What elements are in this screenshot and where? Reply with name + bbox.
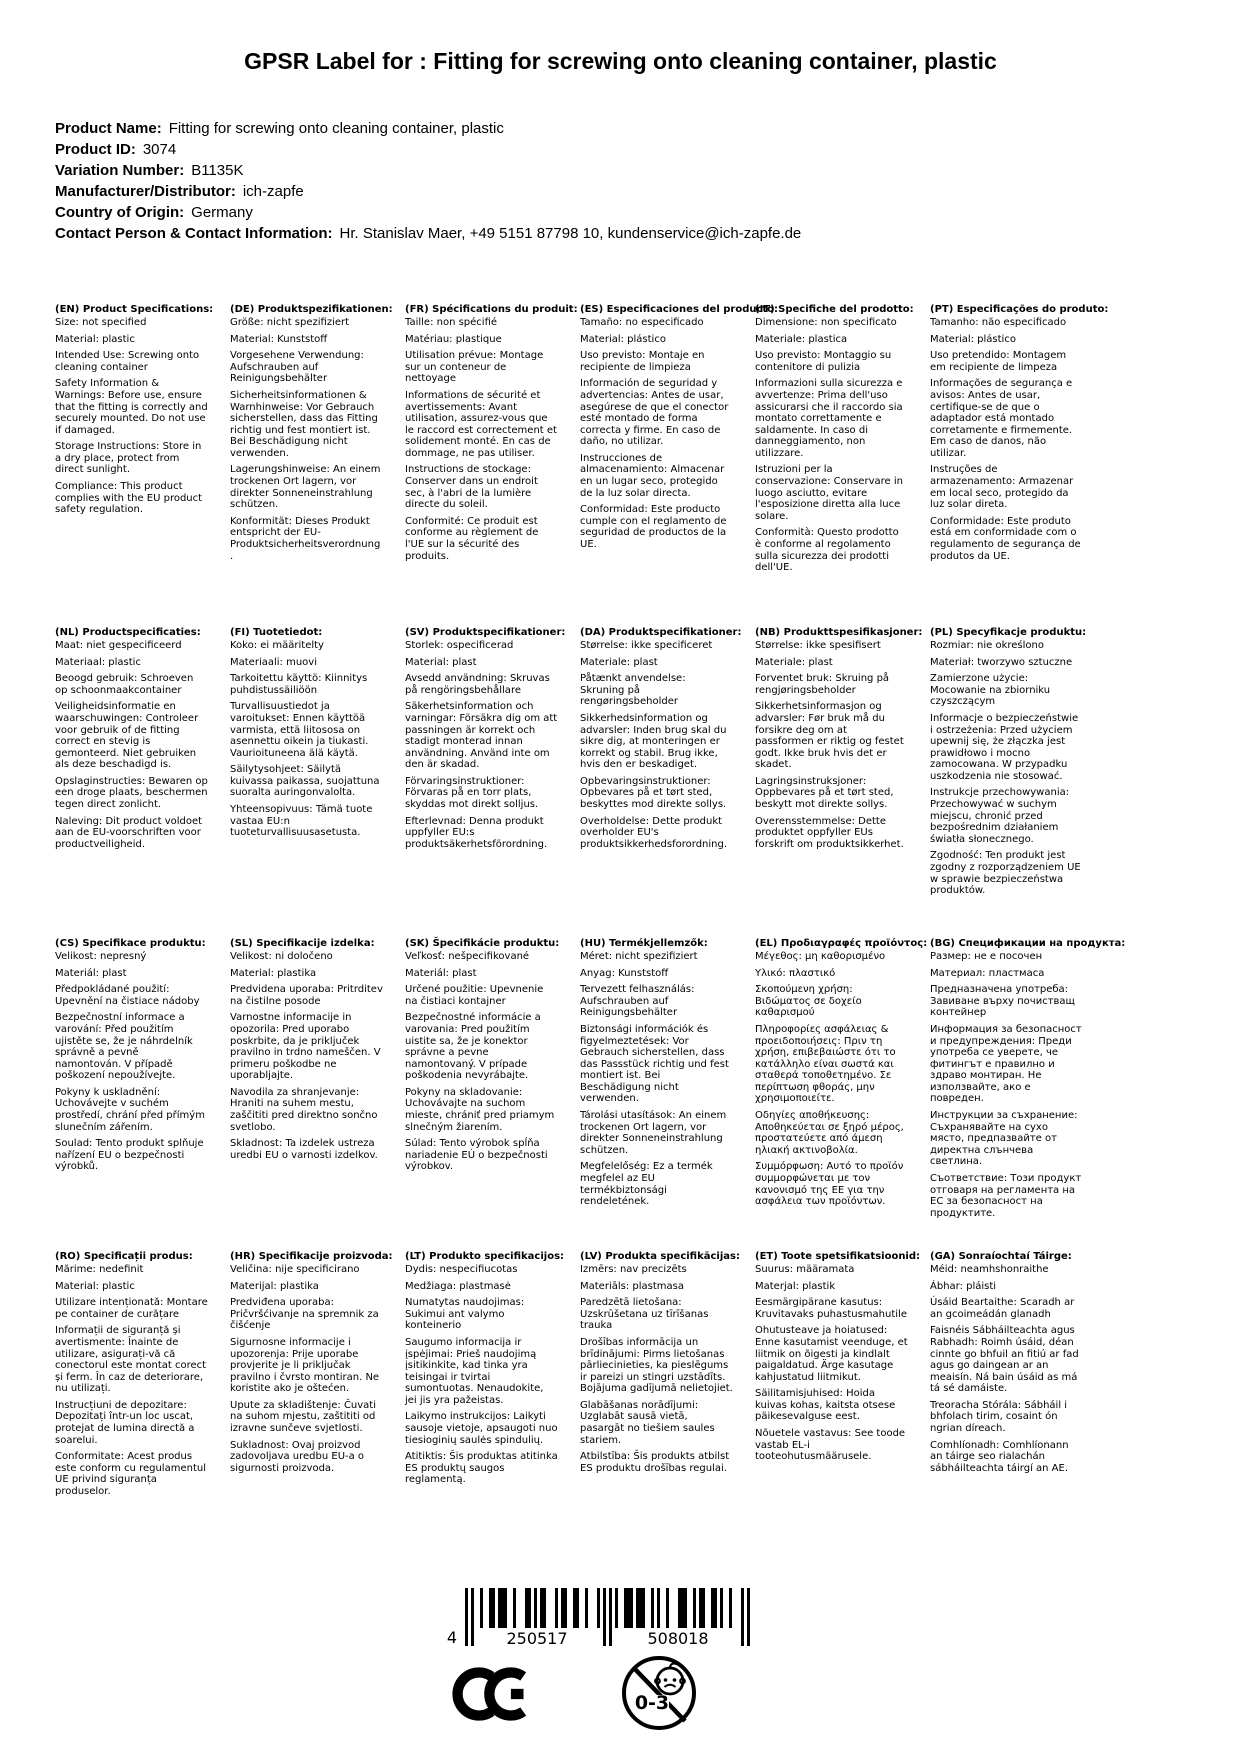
spec-item: Atitiktis: Šis produktas atitinka ES produktų saugos reglamentą. — [405, 1451, 558, 1486]
spec-item: Инструкции за съхранение: Съхранявайте на сухо място, предпазвайте от директна слънчева светлина. — [930, 1110, 1078, 1168]
spec-item: Materjal: plastik — [755, 1280, 836, 1292]
spec-item: Materijal: plastika — [230, 1280, 319, 1292]
spec-item: Storage Instructions: Store in a dry place, protect from direct sunlight. — [55, 441, 202, 476]
spec-block-sl — [230, 938, 383, 1251]
spec-item: Conformité: Ce produit est conforme au règlement de l'UE sur la sécurité des produits. — [405, 515, 539, 562]
barcode-bar — [480, 1588, 483, 1628]
spec-item: Conformità: Questo prodotto è conforme al regolamento sulla sicurezza dei prodotti dell'UE. — [755, 527, 899, 574]
barcode-bar — [609, 1588, 612, 1646]
spec-item: Saugumo informacija ir įspėjimai: Prieš naudojimą įsitikinkite, kad tinka yra teisingai ir tvirtai sumontuotas. Nenaudokite, jei jis yra pažeistas. — [405, 1336, 544, 1406]
spec-item: Faisnéis Sábháilteachta agus Rabhadh: Roimh úsáid, déan cinnte go bhfuil an fitiú ar fad agus go daingean ar an meaisín. Ná bain úsáid as má tá sé damáiste. — [930, 1325, 1079, 1395]
barcode-bar — [693, 1588, 696, 1628]
spec-item: Lagerungshinweise: An einem trockenen Ort lagern, vor direkter Sonneneinstrahlung schützen. — [230, 464, 381, 511]
spec-item: Materiál: plast — [55, 967, 127, 979]
barcode-bar — [699, 1588, 705, 1628]
spec-item: Avsedd användning: Skruvas på rengöringsbehållare — [405, 673, 550, 696]
spec-item: Informações de segurança e avisos: Antes de usar, certifique-se de que o adaptador está montado corretamente e firmemente. Em caso de danos, não utilizar. — [930, 378, 1073, 459]
spec-item: Συμμόρφωση: Αυτό το προϊόν συμμορφώνεται με τον κανονισμό της ΕΕ για την ασφάλεια των προϊόντων. — [755, 1161, 904, 1208]
spec-item: Uso pretendido: Montagem em recipiente de limpeza — [930, 350, 1067, 373]
spec-item: Paredzētā lietošana: Uzskrūšetana uz tīrīšanas trauka — [580, 1297, 709, 1332]
spec-item: Izmērs: nav precizēts — [580, 1263, 687, 1275]
spec-item: Conformidade: Este produto está em conformidade com o regulamento de segurança de produtos da UE. — [930, 515, 1081, 562]
spec-block-da — [580, 627, 742, 938]
ean13-barcode — [446, 1588, 750, 1650]
product-info-value: 3074 — [142, 141, 177, 159]
spec-item: Materiāls: plastmasa — [580, 1280, 684, 1292]
spec-item: Opslaginstructies: Bewaren op een droge plaats, beschermen tegen direct zonlicht. — [55, 775, 208, 811]
spec-heading: (CS) Specifikace produktu: — [55, 938, 206, 950]
spec-heading: (ET) Toote spetsifikatsioonid: — [755, 1251, 921, 1263]
spec-item: Treoracha Stórála: Sábháil i bhfolach tirim, cosaint ón ngrian díreach. — [930, 1399, 1068, 1435]
product-info — [55, 118, 1241, 244]
spec-item: Tamanho: não especificado — [930, 316, 1067, 328]
spec-item: Overholdelse: Dette produkt overholder EU's produktsikkerhedsforordning. — [580, 815, 728, 850]
barcode-bar — [465, 1588, 468, 1646]
spec-item: Laikymo instrukcijos: Laikyti sausoje vietoje, apsaugoti nuo tiesioginių saulės spindulių. — [405, 1411, 558, 1446]
spec-item: Glabāšanas norādījumi: Uzglabāt sausā vietā, pasargāt no tiešiem saules stariem. — [580, 1399, 715, 1446]
spec-block-pt — [930, 304, 1109, 627]
spec-item: Súlad: Tento výrobok spĺňa nariadenie EÚ o bezpečnosti výrobkov. — [405, 1138, 548, 1173]
spec-item: Información de seguridad y advertencias: Antes de usar, asegúrese de que el conector esté montado de forma correcta y firme. En caso de daño, no utilizar. — [580, 378, 729, 448]
barcode-bar — [741, 1588, 744, 1646]
product-info-value: Fitting for screwing onto cleaning container, plastic — [168, 120, 504, 138]
spec-heading: (BG) Спецификации на продукта: — [930, 938, 1126, 950]
spec-item: Predvidena uporaba: Pritrditev na čistilne posode — [230, 984, 383, 1007]
age-warning-label: 0-3 — [634, 1692, 670, 1714]
spec-item: Σκοπούμενη χρήση: Βιδώματος σε δοχείο καθαρισμού — [755, 984, 862, 1019]
spec-item: Forventet bruk: Skruing på rengjøringsbeholder — [755, 673, 890, 696]
spec-heading: (EN) Product Specifications: — [55, 304, 214, 316]
spec-item: Material: plástico — [930, 333, 1016, 345]
product-info-value: ich-zapfe — [242, 183, 304, 201]
product-info-line — [55, 139, 1241, 160]
spec-heading: (LV) Produkta specifikācijas: — [580, 1251, 740, 1263]
spec-block-nb — [755, 627, 923, 938]
spec-item: Veiligheidsinformatie en waarschuwingen: Controleer voor gebruik of de fitting correct en stevig is gemonteerd. Niet gebruiken als deze beschadigd is. — [55, 701, 199, 771]
spec-item: Sukladnost: Ovaj proizvod zadovoljava uredbu EU-a o sigurnosti proizvoda. — [230, 1439, 365, 1474]
spec-item: Istruzioni per la conservazione: Conservare in luogo asciutto, evitare l'esposizione diretta alla luce solare. — [755, 464, 903, 522]
spec-item: Úsáid Beartaithe: Scaradh ar an gcoimeádán glanadh — [930, 1297, 1075, 1320]
barcode-bar — [585, 1588, 588, 1628]
spec-block-en — [55, 304, 214, 627]
spec-heading: (DE) Produktspezifikationen: — [230, 304, 393, 316]
spec-heading: (EL) Προδιαγραφές προϊόντος: — [755, 938, 928, 950]
spec-item: Compliance: This product complies with the EU product safety regulation. — [55, 481, 203, 516]
spec-item: Material: plastic — [55, 333, 135, 345]
spec-item: Conformidad: Este producto cumple con el reglamento de seguridad de productos de la UE. — [580, 504, 727, 551]
spec-item: Yhteensopivuus: Tämä tuote vastaa EU:n tuoteturvallisuusasetusta. — [230, 804, 373, 839]
spec-item: Pokyny na skladovanie: Uchovávajte na suchom mieste, chrániť pred priamym slnečným žiarením. — [405, 1086, 555, 1133]
spec-item: Sikkerhetsinformasjon og advarsler: Før bruk må du forsikre deg om at passformen er riktig og festet godt. Ikke bruk hvis det er skadet. — [755, 701, 904, 771]
spec-heading: (ES) Especificaciones del producto: — [580, 304, 779, 316]
spec-item: Μέγεθος: μη καθορισμένο — [755, 950, 886, 962]
spec-item: Nõuetele vastavus: See toode vastab EL-i tooteohutusmäärusele. — [755, 1428, 906, 1463]
spec-item: Größe: nicht spezifiziert — [230, 316, 350, 328]
spec-item: Matériau: plastique — [405, 333, 502, 345]
spec-heading: (FR) Spécifications du produit: — [405, 304, 578, 316]
spec-block-cs — [55, 938, 208, 1251]
spec-item: Bezpečnostní informace a varování: Před použitím ujistěte se, že je náhrdelník správně a pevně namontován. V případě poškození nepoužívejte. — [55, 1012, 193, 1082]
spec-item: Naleving: Dit product voldoet aan de EU-voorschriften voor productveiligheid. — [55, 815, 203, 850]
spec-item: Utilisation prévue: Montage sur un conteneur de nettoyage — [405, 350, 544, 385]
spec-block-ro — [55, 1251, 208, 1498]
spec-block-nl — [55, 627, 208, 938]
product-info-label: Product ID: — [55, 141, 136, 159]
spec-block-bg — [930, 938, 1126, 1251]
spec-item: Materiał: tworzywo sztuczne — [930, 656, 1073, 668]
spec-item: Οδηγίες αποθήκευσης: Αποθηκεύεται σε ξηρό μέρος, προστατεύετε από άμεση ηλιακή ακτινοβολία. — [755, 1110, 904, 1156]
spec-heading: (SV) Produktspecifikationer: — [405, 627, 566, 639]
spec-item: Utilizare intenționată: Montare pe container de curățare — [55, 1297, 208, 1320]
spec-item: Instruções de armazenamento: Armazenar em local seco, protegido da luz solar direta. — [930, 464, 1074, 511]
spec-item: Dydis: nespecifiucotas — [405, 1263, 518, 1275]
spec-item: Veličina: nije specificirano — [230, 1263, 360, 1275]
spec-item: Koko: ei määritelty — [230, 639, 324, 651]
spec-item: Méret: nicht spezifiziert — [580, 950, 698, 962]
spec-item: Comhlíonadh: Comhlíonann an táirge seo rialachán sábháilteachta táirgí an AE. — [930, 1439, 1069, 1474]
product-info-label: Country of Origin: — [55, 204, 185, 222]
spec-heading: (FI) Tuotetiedot: — [230, 627, 323, 639]
spec-item: Megfelelőség: Ez a termék megfelel az EU termékbiztonsági rendeletének. — [580, 1161, 713, 1208]
spec-item: Predviđena uporaba: Pričvršćivanje na spremnik za čišćenje — [230, 1297, 379, 1332]
spec-item: Bezpečnostné informácie a varovania: Pred použitím uistite sa, že je konektor správne a pevne namontovaný. V prípade poškodenia nevyrábajte. — [405, 1012, 541, 1082]
barcode-bar — [624, 1588, 633, 1628]
product-info-line — [55, 202, 1241, 223]
spec-item: Navodila za shranjevanje: Hraniti na suhem mestu, zaščititi pred direktno sončno svetlobo. — [230, 1086, 378, 1133]
spec-item: Efterlevnad: Denna produkt uppfyller EU:s produktsäkerhetsförordning. — [405, 815, 548, 850]
barcode-bar — [657, 1588, 660, 1628]
spec-item: Materiale: plast — [755, 656, 833, 668]
spec-item: Eesmärgipärane kasutus: Kruvitavaks puhastusmahutile — [755, 1297, 907, 1320]
spec-item: Förvaringsinstruktioner: Förvaras på en torr plats, skyddas mot direkt solljus. — [405, 775, 539, 811]
barcode-digits-right: 508018 — [647, 1629, 709, 1648]
spec-block-lt — [405, 1251, 565, 1486]
barcode-bar — [498, 1588, 507, 1628]
spec-item: Storlek: ospecificerad — [405, 639, 514, 651]
spec-block-et — [755, 1251, 921, 1481]
barcode-bar — [534, 1588, 537, 1628]
spec-heading: (SL) Specifikacije izdelka: — [230, 938, 375, 950]
spec-item: Säkerhetsinformation och varningar: Försäkra dig om att passningen är korrekt och stadigt monterad innan användning. Använd inte om den är skadad. — [405, 701, 558, 771]
spec-heading: (PL) Specyfikacje produktu: — [930, 627, 1087, 639]
spec-item: Upute za skladištenje: Čuvati na suhom mjestu, zaštititi od izravne sunčeve svjetlosti. — [230, 1399, 377, 1435]
spec-item: Πληροφορίες ασφάλειας & προειδοποιήσεις: Πριν τη χρήση, επιβεβαιώστε ότι το κατάλληλο είναι σωστά και σταθερά τοποθετημένο. Σε περίπτωση φθοράς, μην χρησιμοποιείτε. — [755, 1023, 896, 1105]
barcode-bar — [540, 1588, 546, 1628]
spec-item: Konformität: Dieses Produkt entspricht der EU-Produktsicherheitsverordnung. — [230, 515, 381, 562]
spec-item: Skladnost: Ta izdelek ustreza uredbi EU o varnosti izdelkov. — [230, 1138, 378, 1161]
barcode-bar — [666, 1588, 669, 1628]
spec-item: Materiaali: muovi — [230, 656, 317, 668]
barcode-bar — [513, 1588, 516, 1628]
spec-item: Tamaño: no especificado — [580, 316, 704, 328]
spec-item: Material: plastic — [55, 1280, 135, 1292]
language-specs-grid — [55, 304, 1241, 1498]
spec-item: Materiál: plast — [405, 967, 477, 979]
spec-block-pl — [930, 627, 1087, 938]
spec-item: Tarkoitettu käyttö: Kiinnitys puhdistussäiliöön — [230, 673, 368, 696]
barcode-bar — [525, 1588, 531, 1628]
spec-block-lv — [580, 1251, 740, 1481]
spec-item: Veľkosť: nešpecifikované — [405, 950, 530, 962]
spec-item: Overensstemmelse: Dette produktet oppfyller EUs forskrift om produktsikkerhet. — [755, 815, 904, 850]
spec-item: Pokyny k uskladnění: Uchovávejte v suchém prostředí, chrání před přímým slunečním zářením. — [55, 1086, 205, 1133]
spec-item: Určené použitie: Upevnenie na čistiaci kontajner — [405, 984, 544, 1007]
spec-item: Sikkerhedsinformation og advarsler: Inden brug skal du sikre dig, at monteringen er korrekt og stabil. Brug ikke, hvis den er beskadiget. — [580, 712, 727, 771]
spec-item: Информация за безопасност и предупреждения: Преди употреба се уверете, че фитингът е правилно и здраво монтиран. Не използвайте, ако е повреден. — [930, 1023, 1082, 1105]
spec-item: Предназначена употреба: Завиване върху почистващ контейнер — [930, 984, 1075, 1019]
spec-item: Tárolási utasítások: An einem trockenen Ort lagern, vor direkter Sonneneinstrahlung schützen. — [580, 1110, 727, 1156]
spec-item: Suurus: määramata — [755, 1263, 855, 1275]
spec-item: Turvallisuustiedot ja varoitukset: Ennen käyttöä varmista, että liitososa on asennettu oikein ja tiukasti. Vaurioituneena älä käytä. — [230, 701, 369, 759]
spec-item: Материал: пластмаса — [930, 967, 1045, 979]
spec-item: Uso previsto: Montaggio su contenitore di pulizia — [755, 350, 892, 373]
product-info-label: Contact Person & Contact Information: — [55, 225, 333, 243]
spec-item: Zgodność: Ten produkt jest zgodny z rozporządzeniem UE w sprawie bezpieczeństwa produktów. — [930, 850, 1081, 897]
spec-item: Säilytysohjeet: Säilytä kuivassa paikassa, suojattuna suoralta auringonvalolta. — [230, 764, 380, 799]
spec-item: Medžiaga: plastmasė — [405, 1280, 511, 1292]
product-info-value: Germany — [191, 204, 253, 222]
barcode-digit-first: 4 — [446, 1628, 457, 1647]
spec-block-ga — [930, 1251, 1083, 1481]
spec-heading: (RO) Specificații produs: — [55, 1251, 193, 1263]
spec-item: Съответствие: Този продукт отговаря на регламента на ЕС за безопасност на продуктите. — [930, 1173, 1082, 1219]
spec-item: Størrelse: ikke specificeret — [580, 639, 713, 651]
spec-item: Méid: neamhshonraithe — [930, 1263, 1049, 1275]
spec-heading: (GA) Sonraíochtaí Táirge: — [930, 1251, 1072, 1263]
spec-item: Instrucciones de almacenamiento: Almacenar en un lugar seco, protegido de la luz solar directa. — [580, 452, 725, 499]
spec-item: Velikost: ni določeno — [230, 950, 333, 962]
spec-item: Předpokládané použití: Upevnění na čistiace nádoby — [55, 984, 200, 1007]
spec-item: Material: plástico — [580, 333, 666, 345]
spec-item: Conformitate: Acest produs este conform cu regulamentul UE privind siguranța produselor. — [55, 1451, 206, 1498]
spec-item: Drošības informācija un brīdinājumi: Pirms lietošanas pārliecinieties, ka pieslēgums ir pareizi un stingri uzstādīts. Bojājuma gadījumā nelietojiet. — [580, 1336, 733, 1395]
spec-item: Påtænkt anvendelse: Skruning på rengøringsbeholder — [580, 673, 686, 708]
spec-item: Zamierzone użycie: Mocowanie na zbiorniku czyszczącym — [930, 673, 1051, 708]
barcode-bar — [555, 1588, 558, 1628]
spec-item: Velikost: nepresný — [55, 950, 147, 962]
barcode-bar — [561, 1588, 567, 1628]
spec-item: Lagringsinstruksjoner: Oppbevares på et tørt sted, beskytt mot direkte sollys. — [755, 775, 894, 811]
spec-item: Tervezett felhasználás: Aufschrauben auf Reinigungsbehälter — [580, 984, 695, 1019]
product-info-line — [55, 118, 1241, 139]
product-info-value: B1135K — [191, 162, 244, 180]
spec-item: Safety Information & Warnings: Before use, ensure that the fitting is correctly and securely mounted. Do not use if damaged. — [55, 378, 208, 436]
spec-item: Uso previsto: Montaje en recipiente de limpieza — [580, 350, 705, 373]
spec-block-de — [230, 304, 393, 627]
product-info-label: Product Name: — [55, 120, 162, 138]
spec-item: Størrelse: ikke spesifisert — [755, 639, 881, 651]
barcode-bar — [747, 1588, 750, 1646]
barcode-bar — [651, 1588, 654, 1628]
spec-item: Υλικό: πλαστικό — [755, 967, 836, 979]
barcode-bar — [711, 1588, 717, 1628]
spec-item: Ohutusteave ja hoiatused: Enne kasutamist veenduge, et liitmik on õigesti ja kindlalt paigaldatud. Ärge kasutage kahjustatud liitmikut. — [755, 1325, 908, 1383]
spec-item: Informacje o bezpieczeństwie i ostrzeżenia: Przed użyciem upewnij się, że złączka jest prawidłowo i mocno zamocowana. W przypadku uszkodzenia nie stosować. — [930, 712, 1079, 782]
spec-item: Instrucțiuni de depozitare: Depozitați într-un loc uscat, protejat de lumina directă a soarelui. — [55, 1399, 195, 1446]
spec-item: Informazioni sulla sicurezza e avvertenze: Prima dell'uso assicurarsi che il raccordo sia montato correttamente e saldamente. In caso di danneggiamento, non utilizzare. — [755, 378, 903, 459]
barcode-bar — [615, 1588, 618, 1628]
barcode-bar — [573, 1588, 579, 1628]
product-info-label: Variation Number: — [55, 162, 185, 180]
spec-item: Informații de siguranță și avertismente: Înainte de utilizare, asigurați-vă că conectorul este montat corect și ferm. În caz de deteriorare, nu utilizați. — [55, 1325, 207, 1395]
spec-item: Vorgesehene Verwendung: Aufschrauben auf Reinigungsbehälter — [230, 350, 364, 385]
product-info-line — [55, 223, 1241, 244]
spec-item: Materiaal: plastic — [55, 656, 141, 668]
spec-item: Dimensione: non specificato — [755, 316, 897, 328]
product-info-label: Manufacturer/Distributor: — [55, 183, 236, 201]
spec-item: Instructions de stockage: Conserver dans un endroit sec, à l'abri de la lumière directe du soleil. — [405, 464, 538, 511]
product-info-line — [55, 181, 1241, 202]
spec-heading: (DA) Produktspecifikationer: — [580, 627, 742, 639]
spec-block-sk — [405, 938, 558, 1251]
spec-item: Taille: non spécifié — [405, 316, 498, 328]
spec-item: Material: plastika — [230, 967, 317, 979]
barcode-digits-left: 250517 — [506, 1629, 568, 1648]
spec-heading: (IT) Specifiche del prodotto: — [755, 304, 914, 316]
spec-heading: (LT) Produkto specifikacijos: — [405, 1251, 565, 1263]
spec-item: Размер: не е посочен — [930, 950, 1043, 962]
ce-mark-icon — [452, 1663, 538, 1729]
barcode-bar — [729, 1588, 732, 1628]
spec-item: Säilitamisjuhised: Hoida kuivas kohas, kaitsta otsese päikesevalguse eest. — [755, 1388, 896, 1423]
spec-item: Biztonsági információk és figyelmeztetések: Vor Gebrauch sicherstellen, dass das Passstück richtig und fest montiert ist. Bei Beschädigung nicht verwenden. — [580, 1023, 729, 1105]
spec-block-hu — [580, 938, 733, 1251]
spec-item: Materiale: plast — [580, 656, 658, 668]
spec-item: Intended Use: Screwing onto cleaning container — [55, 350, 200, 373]
spec-heading: (NL) Productspecificaties: — [55, 627, 201, 639]
spec-heading: (HU) Termékjellemzők: — [580, 938, 708, 950]
barcode-bar — [636, 1588, 645, 1628]
spec-block-fi — [230, 627, 383, 938]
barcode-bar — [597, 1588, 600, 1628]
spec-heading: (SK) Špecifikácie produktu: — [405, 938, 560, 950]
barcode-bar — [603, 1588, 606, 1646]
spec-item: Numatytas naudojimas: Sukimui ant valymo konteinerio — [405, 1297, 525, 1332]
product-info-value: Hr. Stanislav Maer, +49 5151 87798 10, kundenservice@ich-zapfe.de — [339, 225, 802, 243]
spec-block-fr — [405, 304, 578, 627]
spec-item: Beoogd gebruik: Schroeven op schoonmaakcontainer — [55, 673, 194, 696]
spec-block-it — [755, 304, 914, 627]
spec-item: Varnostne informacije in opozorila: Pred uporabo poskrbite, da je priključek pravilno in trdno nameščen. V primeru poškodbe ne uporabljajte. — [230, 1012, 381, 1082]
spec-item: Atbilstība: Šis produkts atbilst ES produktu drošības regulai. — [580, 1451, 730, 1474]
spec-item: Materiale: plastica — [755, 333, 848, 345]
barcode-bar — [489, 1588, 495, 1628]
spec-item: Anyag: Kunststoff — [580, 967, 669, 979]
spec-item: Ábhar: pláisti — [930, 1280, 997, 1292]
spec-item: Opbevaringsinstruktioner: Opbevares på et tørt sted, beskyttes mod direkte sollys. — [580, 775, 727, 811]
spec-item: Mărime: nedefinit — [55, 1263, 144, 1275]
barcode-bar — [678, 1588, 687, 1628]
spec-block-es — [580, 304, 779, 627]
spec-item: Size: not specified — [55, 316, 147, 328]
spec-block-el — [755, 938, 928, 1251]
spec-item: Sicherheitsinformationen & Warnhinweise: Vor Gebrauch sicherstellen, dass das Fitting richtig und fest montiert ist. Bei Beschädigung nicht verwenden. — [230, 389, 378, 459]
product-info-line — [55, 160, 1241, 181]
spec-item: Material: plast — [405, 656, 477, 668]
spec-item: Instrukcje przechowywania: Przechowywać w suchym miejscu, chronić przed bezpośrednim działaniem światła słonecznego. — [930, 787, 1070, 845]
spec-item: Soulad: Tento produkt splňuje nařízení EU o bezpečnosti výrobků. — [55, 1138, 204, 1173]
spec-item: Rozmiar: nie określono — [930, 639, 1044, 651]
page-title: GPSR Label for : Fitting for screwing onto cleaning container, plastic — [244, 48, 997, 74]
spec-item: Material: Kunststoff — [230, 333, 328, 345]
spec-heading: (HR) Specifikacije proizvoda: — [230, 1251, 393, 1263]
spec-block-sv — [405, 627, 566, 938]
spec-item: Informations de sécurité et avertissements: Avant utilisation, assurez-vous que le raccord est correctement et solidement monté. En cas de dommage, ne pas utiliser. — [405, 389, 557, 459]
spec-heading: (PT) Especificações do produto: — [930, 304, 1109, 316]
age-warning-0-3-icon — [622, 1654, 700, 1736]
spec-item: Sigurnosne informacije i upozorenja: Prije uporabe provjerite je li priključak pravilno i čvrsto montiran. Ne koristite ako je oštećen. — [230, 1336, 380, 1395]
spec-item: Maat: niet gespecificeerd — [55, 639, 182, 651]
barcode-bar — [720, 1588, 723, 1628]
spec-block-hr — [230, 1251, 393, 1481]
spec-heading: (NB) Produkttspesifikasjoner: — [755, 627, 923, 639]
